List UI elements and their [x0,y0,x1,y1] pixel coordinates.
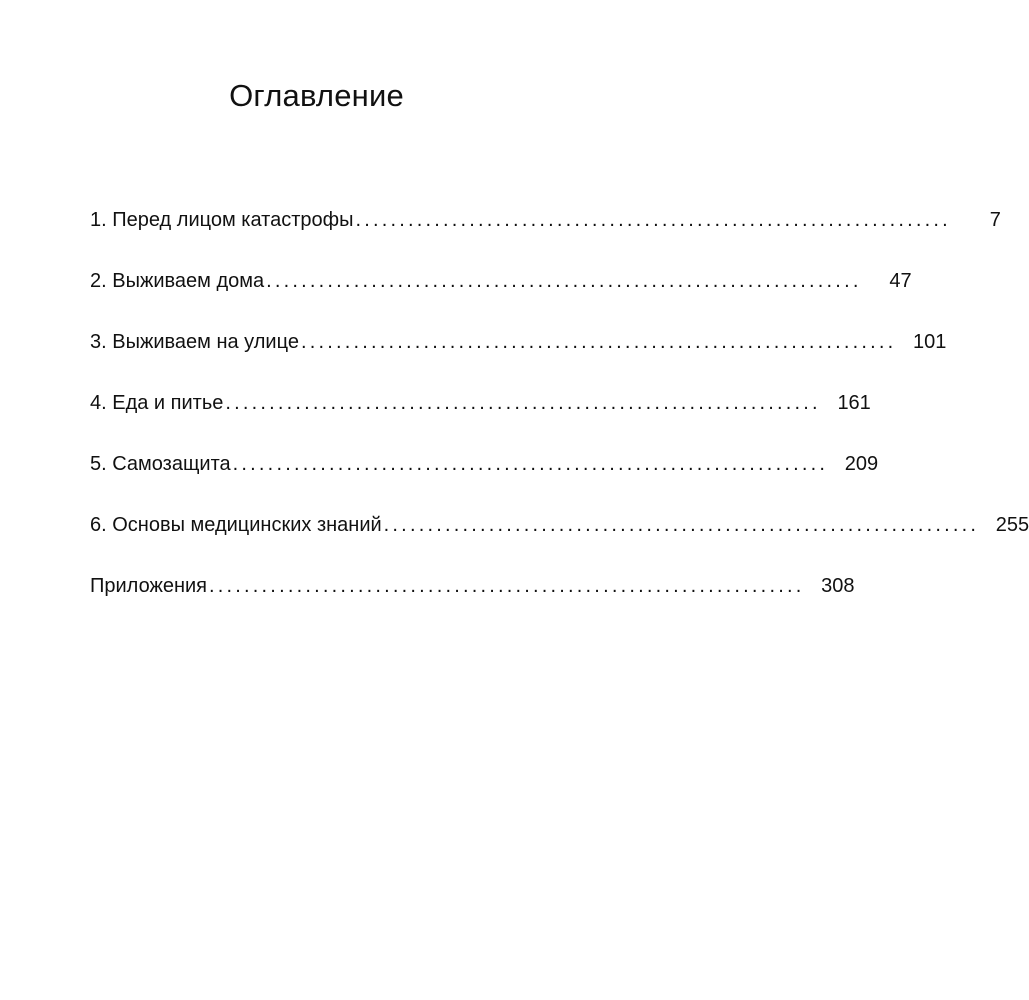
dot-leader: .................................................................... [383,514,980,536]
dot-leader: .................................................................... [225,392,821,414]
toc-entry-page: 255 [995,514,1029,536]
toc-entry-title: 4. Еда и питье [90,392,224,414]
toc-entry-title: 6. Основы медицинских знаний [90,514,382,536]
toc-entry-title: 5. Самозащита [90,453,231,475]
toc-entry [90,385,871,446]
dot-leader: .................................................................... [209,575,805,597]
toc-entry-page: 7 [989,209,1001,231]
table-of-contents [90,202,1029,629]
toc-entry [90,568,855,629]
toc-entry [90,263,912,324]
dot-leader: .................................................................... [266,270,862,292]
toc-entry-title: 3. Выживаем на улице [90,331,299,353]
toc-entry-page: 161 [837,392,871,414]
toc-entry-page: 47 [889,270,912,292]
toc-entry-page: 209 [844,453,879,475]
page-title: Оглавление [229,78,404,113]
toc-entry-title: Приложения [90,575,208,597]
toc-entry [90,202,1001,263]
dot-leader: .................................................................... [355,209,951,231]
dot-leader: .................................................................... [232,453,829,475]
toc-entry [90,446,879,507]
toc-entry [90,324,947,385]
toc-entry [90,507,1029,568]
toc-entry-title: 1. Перед лицом катастрофы [90,209,354,231]
toc-entry-page: 101 [913,331,947,353]
toc-entry-title: 2. Выживаем дома [90,270,265,292]
dot-leader: .................................................................... [300,331,897,353]
toc-entry-page: 308 [821,575,855,597]
